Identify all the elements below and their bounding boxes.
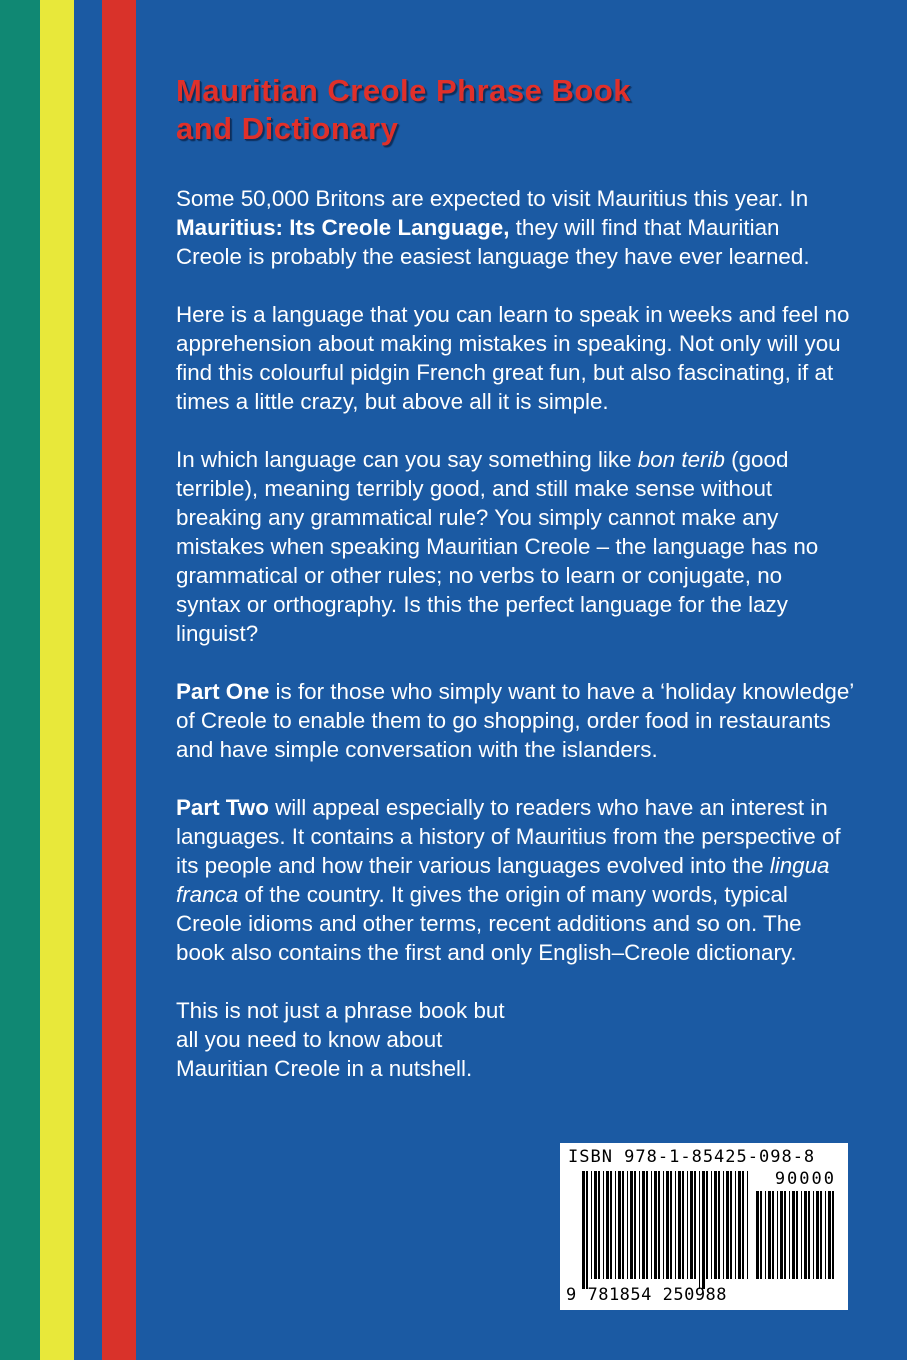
price-code: 90000 [774,1169,836,1189]
barcode-bar [760,1191,762,1279]
barcode-bar [582,1171,585,1289]
barcode-bar [801,1191,802,1279]
paragraph-part-two [176,793,852,967]
barcode-bar [610,1171,612,1279]
barcode-bar [615,1171,616,1279]
stripe-red [102,0,136,1360]
barcode-bar [639,1171,640,1279]
paragraph-closing [176,996,876,1083]
barcode-bar [678,1171,681,1279]
barcode-bar [654,1171,657,1279]
barcode-bar [702,1171,705,1289]
barcode-bar [711,1171,712,1279]
addon-barcode-bars [756,1191,838,1289]
barcode-bar [730,1171,732,1279]
barcode-bar [816,1191,819,1279]
barcode-bar [675,1171,676,1279]
barcode-bar [658,1171,660,1279]
barcode-bar [718,1171,720,1279]
barcode-bar [723,1171,724,1279]
barcode-bar [832,1191,834,1279]
barcode-bar [682,1171,684,1279]
barcode-bar [768,1191,771,1279]
barcode-bar [670,1171,672,1279]
stripe-yellow [40,0,74,1360]
barcode-bar [634,1171,636,1279]
barcode-bar [789,1191,790,1279]
barcode-bar [804,1191,807,1279]
barcode-bar [747,1171,748,1279]
barcode-bar [603,1171,604,1279]
barcode-bar [765,1191,766,1279]
example-text-b: (good terrible), meaning terribly good, and still make sense without breaking any grammatical rule? You simply cannot make any mistakes when speaking Mauritian Creole – the language has no grammatical or other rules; no verbs to learn or conjugate, no syntax or orthography. Is this the perfect language for the lazy linguist? [176,447,819,646]
part-one-text: is for those who simply want to have a ‘holiday knowledge’ of Creole to enable them to go shopping, order food in restaurants and have simple conversation with the islanders. [176,679,854,762]
ean-barcode-bars [582,1171,750,1289]
ean-digits: 9 781854 250988 [566,1285,728,1305]
lingua-franca: lingua franca [176,853,830,907]
barcode-bar [666,1171,669,1279]
barcode-bar [663,1171,664,1279]
barcode-bar [742,1171,744,1279]
barcode-bar [598,1171,600,1279]
barcode-bar [784,1191,786,1279]
barcode-bar [738,1171,741,1279]
barcode-bar [586,1171,588,1289]
barcode-bar [828,1191,831,1279]
barcode-bar [690,1171,693,1279]
barcode-bar [706,1171,708,1279]
intro-text-a: Some 50,000 Britons are expected to visit Mauritius this year. In [176,186,809,211]
barcode-box [560,1143,848,1310]
barcode-bar [714,1171,717,1279]
paragraph-part-one [176,677,872,764]
closing-line-3: Mauritian Creole in a nutshell. [176,1056,473,1081]
barcode-bar [591,1171,592,1279]
stripe-blue [74,0,102,1360]
back-cover-text [176,72,876,1112]
barcode-bar [780,1191,783,1279]
barcode-bar [777,1191,778,1279]
barcode-bar [772,1191,774,1279]
barcode-bar [756,1191,759,1279]
barcode-bar [594,1171,597,1279]
book-title [176,72,876,148]
part-two-label: Part Two [176,795,269,820]
title-line-2: and Dictionary [176,111,399,146]
barcode-bar [796,1191,798,1279]
example-phrase: bon terib [637,447,725,472]
part-two-text-a: will appeal especially to readers who have an interest in languages. It contains a history of Mauritius from the perspective of its people and how their various languages evolved into the [176,795,841,878]
barcode-bar [735,1171,736,1279]
barcode-bar [622,1171,624,1279]
barcode-bar [687,1171,688,1279]
paragraph-intro [176,184,848,271]
closing-line-2: all you need to know about [176,1027,443,1052]
stripe-green [0,0,40,1360]
part-two-text-b: of the country. It gives the origin of many words, typical Creole idioms and other terms, recent additions and so on. The book also contains the first and only English–Creole dictionary. [176,882,802,965]
barcode-bar [618,1171,621,1279]
barcode-bar [813,1191,814,1279]
title-line-1: Mauritian Creole Phrase Book [176,73,632,108]
barcode-bar [646,1171,648,1279]
closing-line-1: This is not just a phrase book but [176,998,505,1023]
paragraph-language: Here is a language that you can learn to speak in weeks and feel no apprehension about making mistakes in speaking. Not only will you find this colourful pidgin French great fun, but also fascinating, if at times a little crazy, but above all it is simple. [176,302,850,414]
isbn-number: ISBN 978-1-85425-098-8 [568,1147,816,1167]
barcode-bar [694,1171,696,1279]
barcode-bar [792,1191,795,1279]
part-one-label: Part One [176,679,270,704]
barcode-bar [651,1171,652,1279]
example-text-a: In which language can you say something like [176,447,638,472]
barcode-bar [726,1171,729,1279]
intro-book-name: Mauritius: Its Creole Language, [176,215,510,240]
barcode-bar [825,1191,826,1279]
barcode-bar [820,1191,822,1279]
barcode-bar [627,1171,628,1279]
barcode-bar [606,1171,609,1279]
intro-text-b: they will find that Mauritian Creole is probably the easiest language they have ever learned. [176,215,810,269]
paragraph-example [176,445,836,648]
barcode-bar [808,1191,810,1279]
barcode-bar [630,1171,633,1279]
barcode-bar [699,1171,700,1289]
barcode-bar [642,1171,645,1279]
